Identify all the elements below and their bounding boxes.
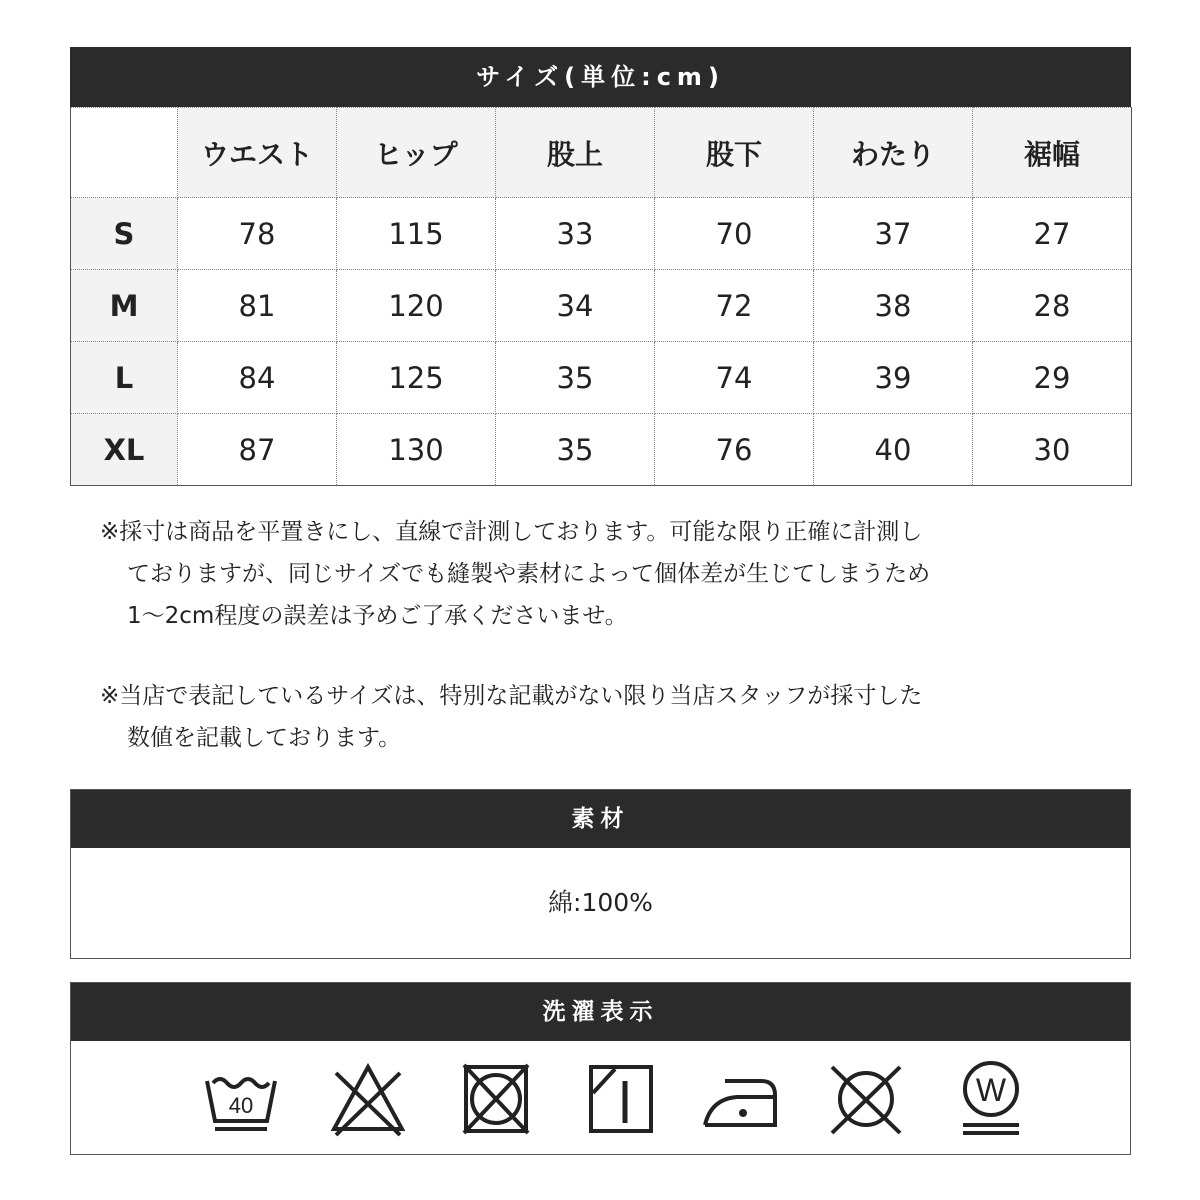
column-header-waist: ウエスト — [178, 108, 337, 198]
size-table-section — [70, 47, 1131, 486]
table-cell: 81 — [178, 270, 337, 342]
table-row — [71, 414, 1132, 486]
care-label-section — [70, 982, 1131, 1155]
no-bleach-icon — [328, 1059, 408, 1139]
store-note — [100, 675, 922, 759]
note-line: 数値を記載しております。 — [127, 725, 402, 751]
table-corner-cell — [71, 108, 178, 198]
table-cell: 28 — [973, 270, 1132, 342]
column-header-hem-width: 裾幅 — [973, 108, 1132, 198]
material-value: 綿:100% — [548, 888, 653, 917]
table-cell: 29 — [973, 342, 1132, 414]
table-row — [71, 198, 1132, 270]
note-line: ※当店で表記しているサイズは、特別な記載がない限り当店スタッフが採寸した — [100, 683, 923, 709]
table-cell: 33 — [496, 198, 655, 270]
table-cell: 34 — [496, 270, 655, 342]
column-header-hip: ヒップ — [337, 108, 496, 198]
table-row — [71, 270, 1132, 342]
table-cell: 30 — [973, 414, 1132, 486]
table-cell: 130 — [337, 414, 496, 486]
measurement-note — [100, 511, 930, 637]
table-cell: 72 — [655, 270, 814, 342]
size-table — [70, 107, 1132, 486]
wash-tub-40-icon — [201, 1059, 281, 1139]
column-header-rise: 股上 — [496, 108, 655, 198]
table-cell: 35 — [496, 342, 655, 414]
size-table-title: サイズ(単位:cm) — [70, 47, 1131, 107]
iron-low-icon — [701, 1059, 781, 1139]
no-tumble-dry-icon — [456, 1059, 536, 1139]
table-cell: 37 — [814, 198, 973, 270]
table-cell: 74 — [655, 342, 814, 414]
care-icons-row — [71, 1041, 1130, 1154]
table-cell: 39 — [814, 342, 973, 414]
note-line: 1〜2cm程度の誤差は予めご了承くださいませ。 — [127, 603, 628, 629]
column-header-inseam: 股下 — [655, 108, 814, 198]
no-dry-clean-icon — [826, 1059, 906, 1139]
care-title: 洗濯表示 — [71, 983, 1130, 1041]
material-title: 素材 — [71, 790, 1130, 848]
size-label: XL — [71, 414, 178, 486]
material-section — [70, 789, 1131, 959]
table-cell: 87 — [178, 414, 337, 486]
line-dry-shade-icon — [581, 1059, 661, 1139]
table-cell: 78 — [178, 198, 337, 270]
note-line: ※採寸は商品を平置きにし、直線で計測しております。可能な限り正確に計測し — [100, 519, 923, 545]
wet-clean-icon — [951, 1059, 1031, 1139]
table-cell: 40 — [814, 414, 973, 486]
wet-clean-label: W — [975, 1072, 1007, 1108]
table-cell: 84 — [178, 342, 337, 414]
table-cell: 35 — [496, 414, 655, 486]
column-header-thigh: わたり — [814, 108, 973, 198]
table-row — [71, 342, 1132, 414]
table-header-row — [71, 108, 1132, 198]
size-label: L — [71, 342, 178, 414]
table-cell: 70 — [655, 198, 814, 270]
size-label: S — [71, 198, 178, 270]
size-label: M — [71, 270, 178, 342]
note-line: ておりますが、同じサイズでも縫製や素材によって個体差が生じてしまうため — [127, 561, 931, 587]
wash-temp-label: 40 — [228, 1093, 254, 1118]
table-cell: 38 — [814, 270, 973, 342]
table-cell: 115 — [337, 198, 496, 270]
table-cell: 120 — [337, 270, 496, 342]
table-cell: 76 — [655, 414, 814, 486]
table-cell: 27 — [973, 198, 1132, 270]
table-cell: 125 — [337, 342, 496, 414]
